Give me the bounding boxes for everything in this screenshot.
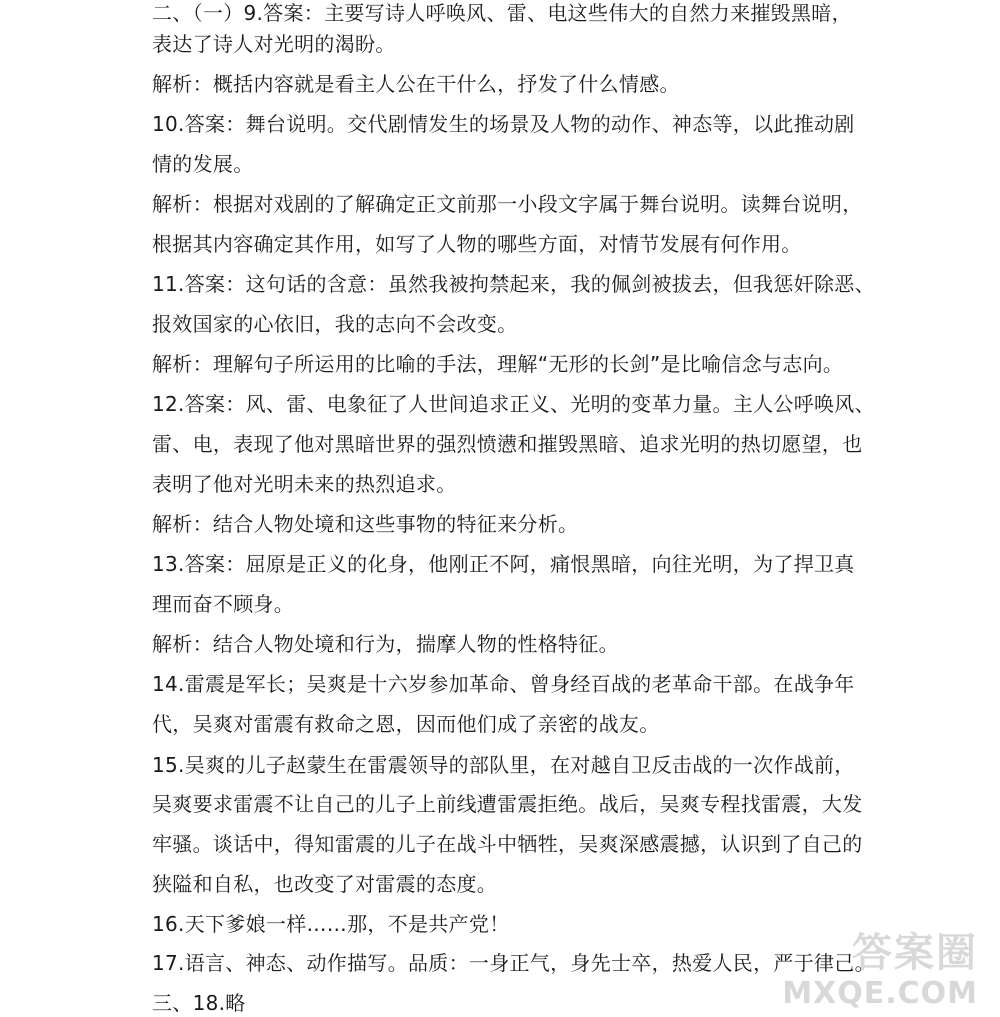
watermark-title: 答案圈 [852,929,978,976]
text-line: 解析：结合人物处境和行为，揣摩人物的性格特征。 [152,632,619,656]
text-line: 解析：根据对戏剧的了解确定正文前那一小段文字属于舞台说明。读舞台说明， [152,192,863,216]
text-line: 情的发展。 [152,152,254,176]
text-line: 雷、电，表现了他对黑暗世界的强烈愤懑和摧毁黑暗、追求光明的热切愿望，也 [152,432,863,456]
text-line: 解析：结合人物处境和这些事物的特征来分析。 [152,512,579,536]
text-line: 二、（一）9.答案：主要写诗人呼唤风、雷、电这些伟大的自然力来摧毁黑暗， [152,1,852,25]
text-line: 狭隘和自私，也改变了对雷震的态度。 [152,872,498,896]
text-line: 11.答案：这句话的含意：虽然我被拘禁起来，我的佩剑被拔去，但我惩奸除恶、 [152,272,875,296]
text-line: 三、18.略 [152,991,246,1015]
text-line: 牢骚。谈话中，得知雷震的儿子在战斗中牺牲，吴爽深感震撼，认识到了自己的 [152,832,863,856]
text-line: 16.天下爹娘一样……那，不是共产党！ [152,912,510,936]
text-line: 15.吴爽的儿子赵蒙生在雷震领导的部队里，在对越自卫反击战的一次作战前， [152,753,855,777]
text-line: 解析：概括内容就是看主人公在干什么，抒发了什么情感。 [152,72,680,96]
text-line: 吴爽要求雷震不让自己的儿子上前线遭雷震拒绝。战后，吴爽专程找雷震，大发 [152,792,863,816]
text-line: 报效国家的心依旧，我的志向不会改变。 [152,312,518,336]
text-line: 表达了诗人对光明的渴盼。 [152,32,396,56]
text-line: 12.答案：风、雷、电象征了人世间追求正义、光明的变革力量。主人公呼唤风、 [152,392,875,416]
text-line: 解析：理解句子所运用的比喻的手法，理解“无形的长剑”是比喻信念与志向。 [152,352,844,376]
text-line: 14.雷震是军长；吴爽是十六岁参加革命、曾身经百战的老革命干部。在战争年 [152,672,855,696]
text-line: 代，吴爽对雷震有救命之恩，因而他们成了亲密的战友。 [152,712,660,736]
text-line: 13.答案：屈原是正义的化身，他刚正不阿，痛恨黑暗，向往光明，为了捍卫真 [152,552,855,576]
text-line: 表明了他对光明未来的热烈追求。 [152,472,457,496]
watermark-logo [778,921,978,1011]
watermark-url: MXQE.COM [782,976,978,1011]
text-line: 根据其内容确定其作用，如写了人物的哪些方面，对情节发展有何作用。 [152,232,802,256]
text-line: 理而奋不顾身。 [152,592,295,616]
text-line: 10.答案：舞台说明。交代剧情发生的场景及人物的动作、神态等，以此推动剧 [152,112,855,136]
text-line: 17.语言、神态、动作描写。品质：一身正气，身先士卒，热爱人民，严于律己。 [152,951,875,975]
